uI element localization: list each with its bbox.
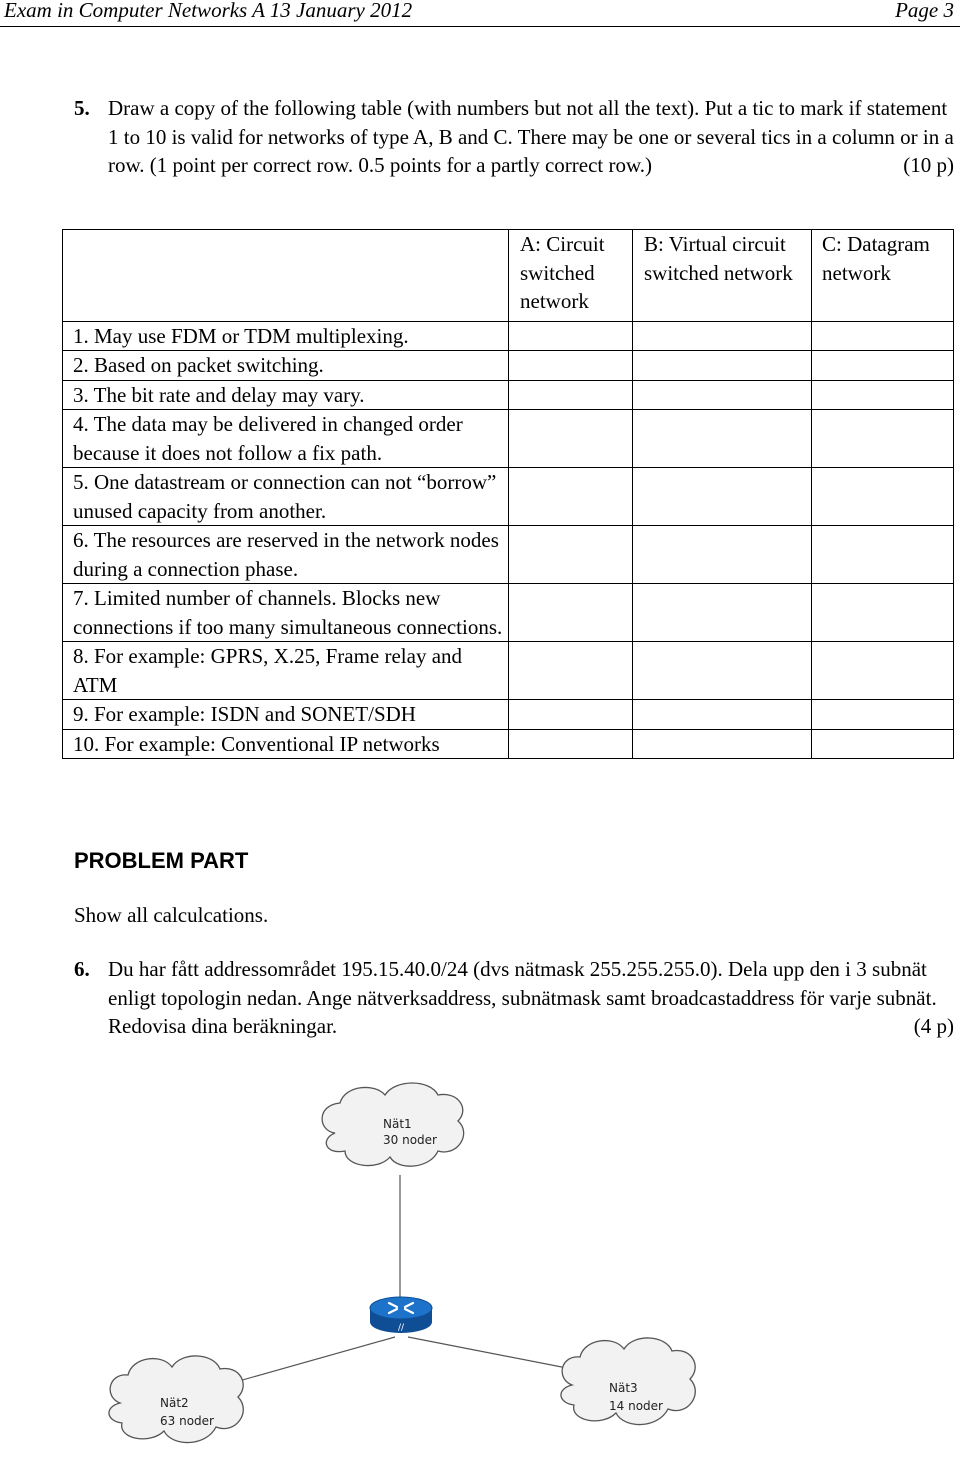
- router-icon: [370, 1297, 432, 1333]
- tick-cell-a[interactable]: [509, 642, 633, 700]
- tick-cell-a[interactable]: [509, 321, 633, 351]
- tick-cell-b[interactable]: [633, 468, 812, 526]
- question-5-text: [108, 94, 954, 180]
- page-header: [0, 0, 960, 27]
- tick-cell-a[interactable]: [509, 380, 633, 410]
- page-number: Page 3: [895, 0, 954, 22]
- table-row: [63, 584, 954, 642]
- statement-cell: 8. For example: GPRS, X.25, Frame relay and ATM: [63, 642, 509, 700]
- header-title: Exam in Computer Networks A 13 January 2012: [4, 0, 413, 22]
- question-5-number: 5.: [74, 96, 90, 120]
- tick-cell-a[interactable]: [509, 526, 633, 584]
- statement-cell: 6. The resources are reserved in the network nodes during a connection phase.: [63, 526, 509, 584]
- tick-cell-a[interactable]: [509, 700, 633, 730]
- tick-cell-c[interactable]: [812, 468, 954, 526]
- tick-cell-a[interactable]: [509, 351, 633, 381]
- problem-part-heading: PROBLEM PART: [74, 848, 249, 873]
- tick-cell-c[interactable]: [812, 700, 954, 730]
- subnet-topology-diagram: [0, 1075, 960, 1458]
- tick-cell-a[interactable]: [509, 410, 633, 468]
- tick-cell-a[interactable]: [509, 584, 633, 642]
- svg-text://: //: [398, 1323, 405, 1333]
- question-5: [74, 94, 954, 180]
- tick-cell-c[interactable]: [812, 526, 954, 584]
- nat2-nodes: 63 noder: [160, 1414, 214, 1428]
- tick-cell-c[interactable]: [812, 380, 954, 410]
- statement-cell: 3. The bit rate and delay may vary.: [63, 380, 509, 410]
- tick-cell-c[interactable]: [812, 410, 954, 468]
- question-6-points: (4 p): [913, 1014, 954, 1038]
- table-row: [63, 321, 954, 351]
- connection-lines: [182, 1175, 618, 1397]
- question-5-body: Draw a copy of the following table (with numbers but not all the text). Put a tic to mark if statement 1 to 10 is valid for networks of type A, B and C. There may be one or several tics in a column or in a row. (1 point per correct row. 0.5 points for a partly correct row.): [108, 96, 954, 177]
- table-row: [63, 351, 954, 381]
- nat1-nodes: 30 noder: [383, 1133, 437, 1147]
- statement-cell: 9. For example: ISDN and SONET/SDH: [63, 700, 509, 730]
- table-row: [63, 380, 954, 410]
- nat1-name: Nät1: [383, 1117, 412, 1131]
- statement-cell: 10. For example: Conventional IP networks: [63, 729, 509, 759]
- nat3-nodes: 14 noder: [609, 1399, 663, 1413]
- tick-cell-c[interactable]: [812, 729, 954, 759]
- question-6-number: 6.: [74, 957, 90, 981]
- header-empty-cell: [63, 230, 509, 322]
- table-row: [63, 468, 954, 526]
- tick-cell-b[interactable]: [633, 642, 812, 700]
- question-6: [74, 955, 954, 1041]
- table-row: [63, 410, 954, 468]
- question-5-points: (10 p): [903, 153, 954, 177]
- tick-cell-a[interactable]: [509, 729, 633, 759]
- table-header-row: [63, 230, 954, 322]
- statement-cell: 4. The data may be delivered in changed order because it does not follow a fix path.: [63, 410, 509, 468]
- nat3-name: Nät3: [609, 1381, 638, 1395]
- tick-cell-b[interactable]: [633, 526, 812, 584]
- question-6-text: [108, 955, 954, 1041]
- header-col-c: C: Datagram network: [812, 230, 954, 322]
- tick-cell-c[interactable]: [812, 321, 954, 351]
- header-col-b: B: Virtual circuit switched network: [633, 230, 812, 322]
- header-col-a: A: Circuit switched network: [509, 230, 633, 322]
- table-row: [63, 526, 954, 584]
- statement-cell: 5. One datastream or connection can not “borrow” unused capacity from another.: [63, 468, 509, 526]
- statement-cell: 1. May use FDM or TDM multiplexing.: [63, 321, 509, 351]
- statement-cell: 7. Limited number of channels. Blocks new connections if too many simultaneous connections.: [63, 584, 509, 642]
- question-6-body: Du har fått addressområdet 195.15.40.0/24 (dvs nätmask 255.255.255.0). Dela upp den i 3 subnät enligt topologin nedan. Ange nätverksaddress, subnätmask samt broadcastaddress för varje subnät. Redovisa dina beräkningar.: [108, 957, 937, 1038]
- show-all-instruction: Show all calculcations.: [74, 903, 269, 927]
- tick-cell-b[interactable]: [633, 410, 812, 468]
- tick-cell-c[interactable]: [812, 584, 954, 642]
- tick-cell-c[interactable]: [812, 642, 954, 700]
- table-row: [63, 700, 954, 730]
- tick-cell-b[interactable]: [633, 351, 812, 381]
- tick-cell-b[interactable]: [633, 584, 812, 642]
- statement-cell: 2. Based on packet switching.: [63, 351, 509, 381]
- tick-cell-b[interactable]: [633, 700, 812, 730]
- table-row: [63, 642, 954, 700]
- table-row: [63, 729, 954, 759]
- tick-cell-c[interactable]: [812, 351, 954, 381]
- nat2-name: Nät2: [160, 1396, 189, 1410]
- tick-cell-b[interactable]: [633, 729, 812, 759]
- tick-cell-b[interactable]: [633, 321, 812, 351]
- tick-cell-b[interactable]: [633, 380, 812, 410]
- tick-cell-a[interactable]: [509, 468, 633, 526]
- network-type-table: [62, 229, 954, 759]
